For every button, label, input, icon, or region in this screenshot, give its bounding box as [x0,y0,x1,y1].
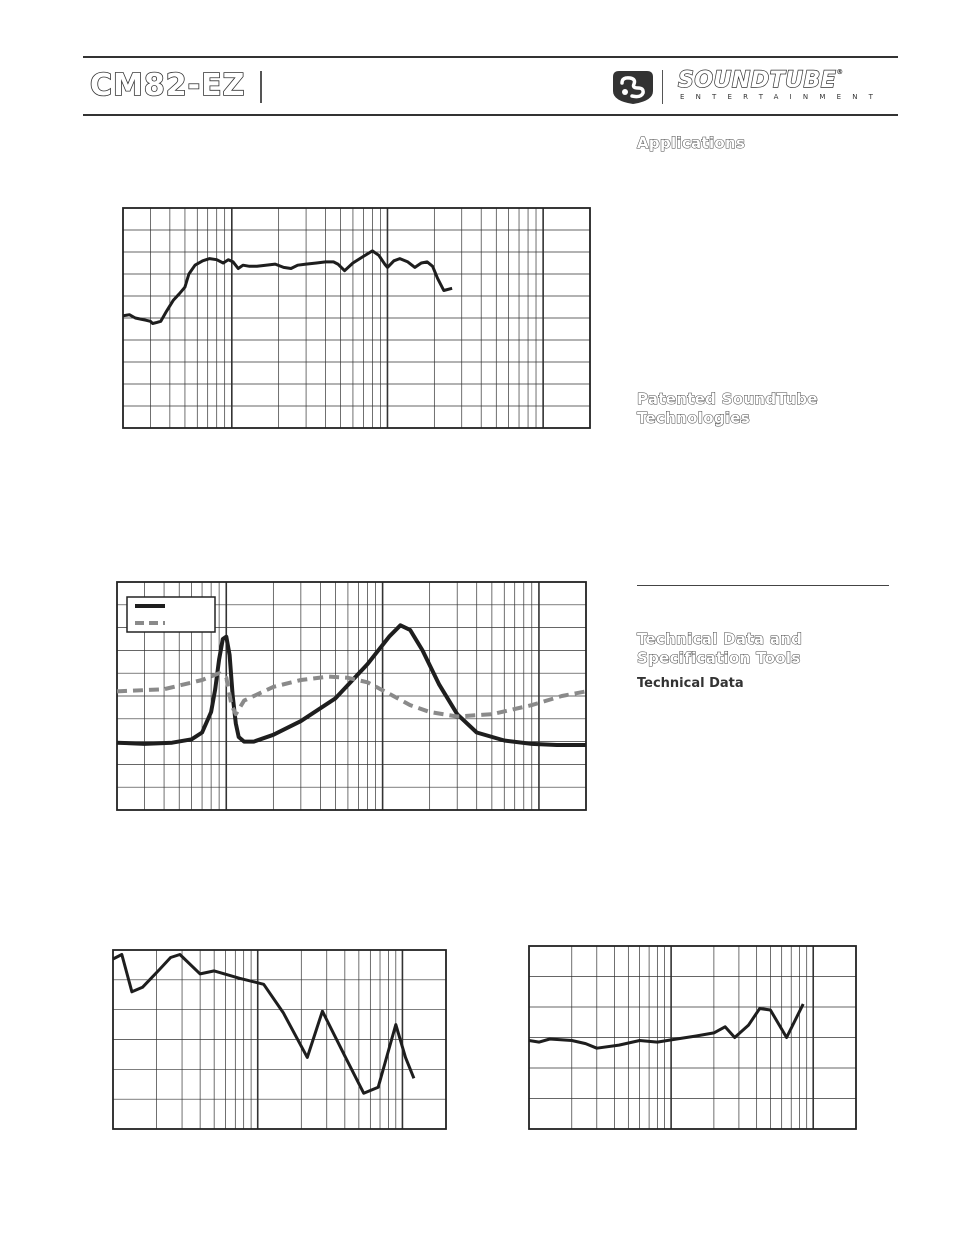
vertical-dispersion-series-solid [529,1004,803,1048]
tech-heading-line1: Technical Data and [637,630,803,648]
brand-text: SOUNDTUBE [678,68,837,93]
tech-heading-line2: Specification Tools [637,649,801,667]
horizontal-dispersion-series-solid [113,955,414,1094]
patented-heading-line1: Patented SoundTube [637,390,818,408]
registered-mark: ® [836,68,844,76]
impedance-phase-series-dashed [117,673,586,716]
applications-heading: Applications [637,134,746,152]
technical-data-subheading: Technical Data [637,676,744,691]
patented-heading-line2: Technologies [637,409,750,427]
model-title: CM82-EZ [90,68,246,103]
brand-subtitle: ENTERTAINMENT [680,93,885,101]
legend-box [127,597,215,632]
frequency-response-series-solid [123,251,452,324]
